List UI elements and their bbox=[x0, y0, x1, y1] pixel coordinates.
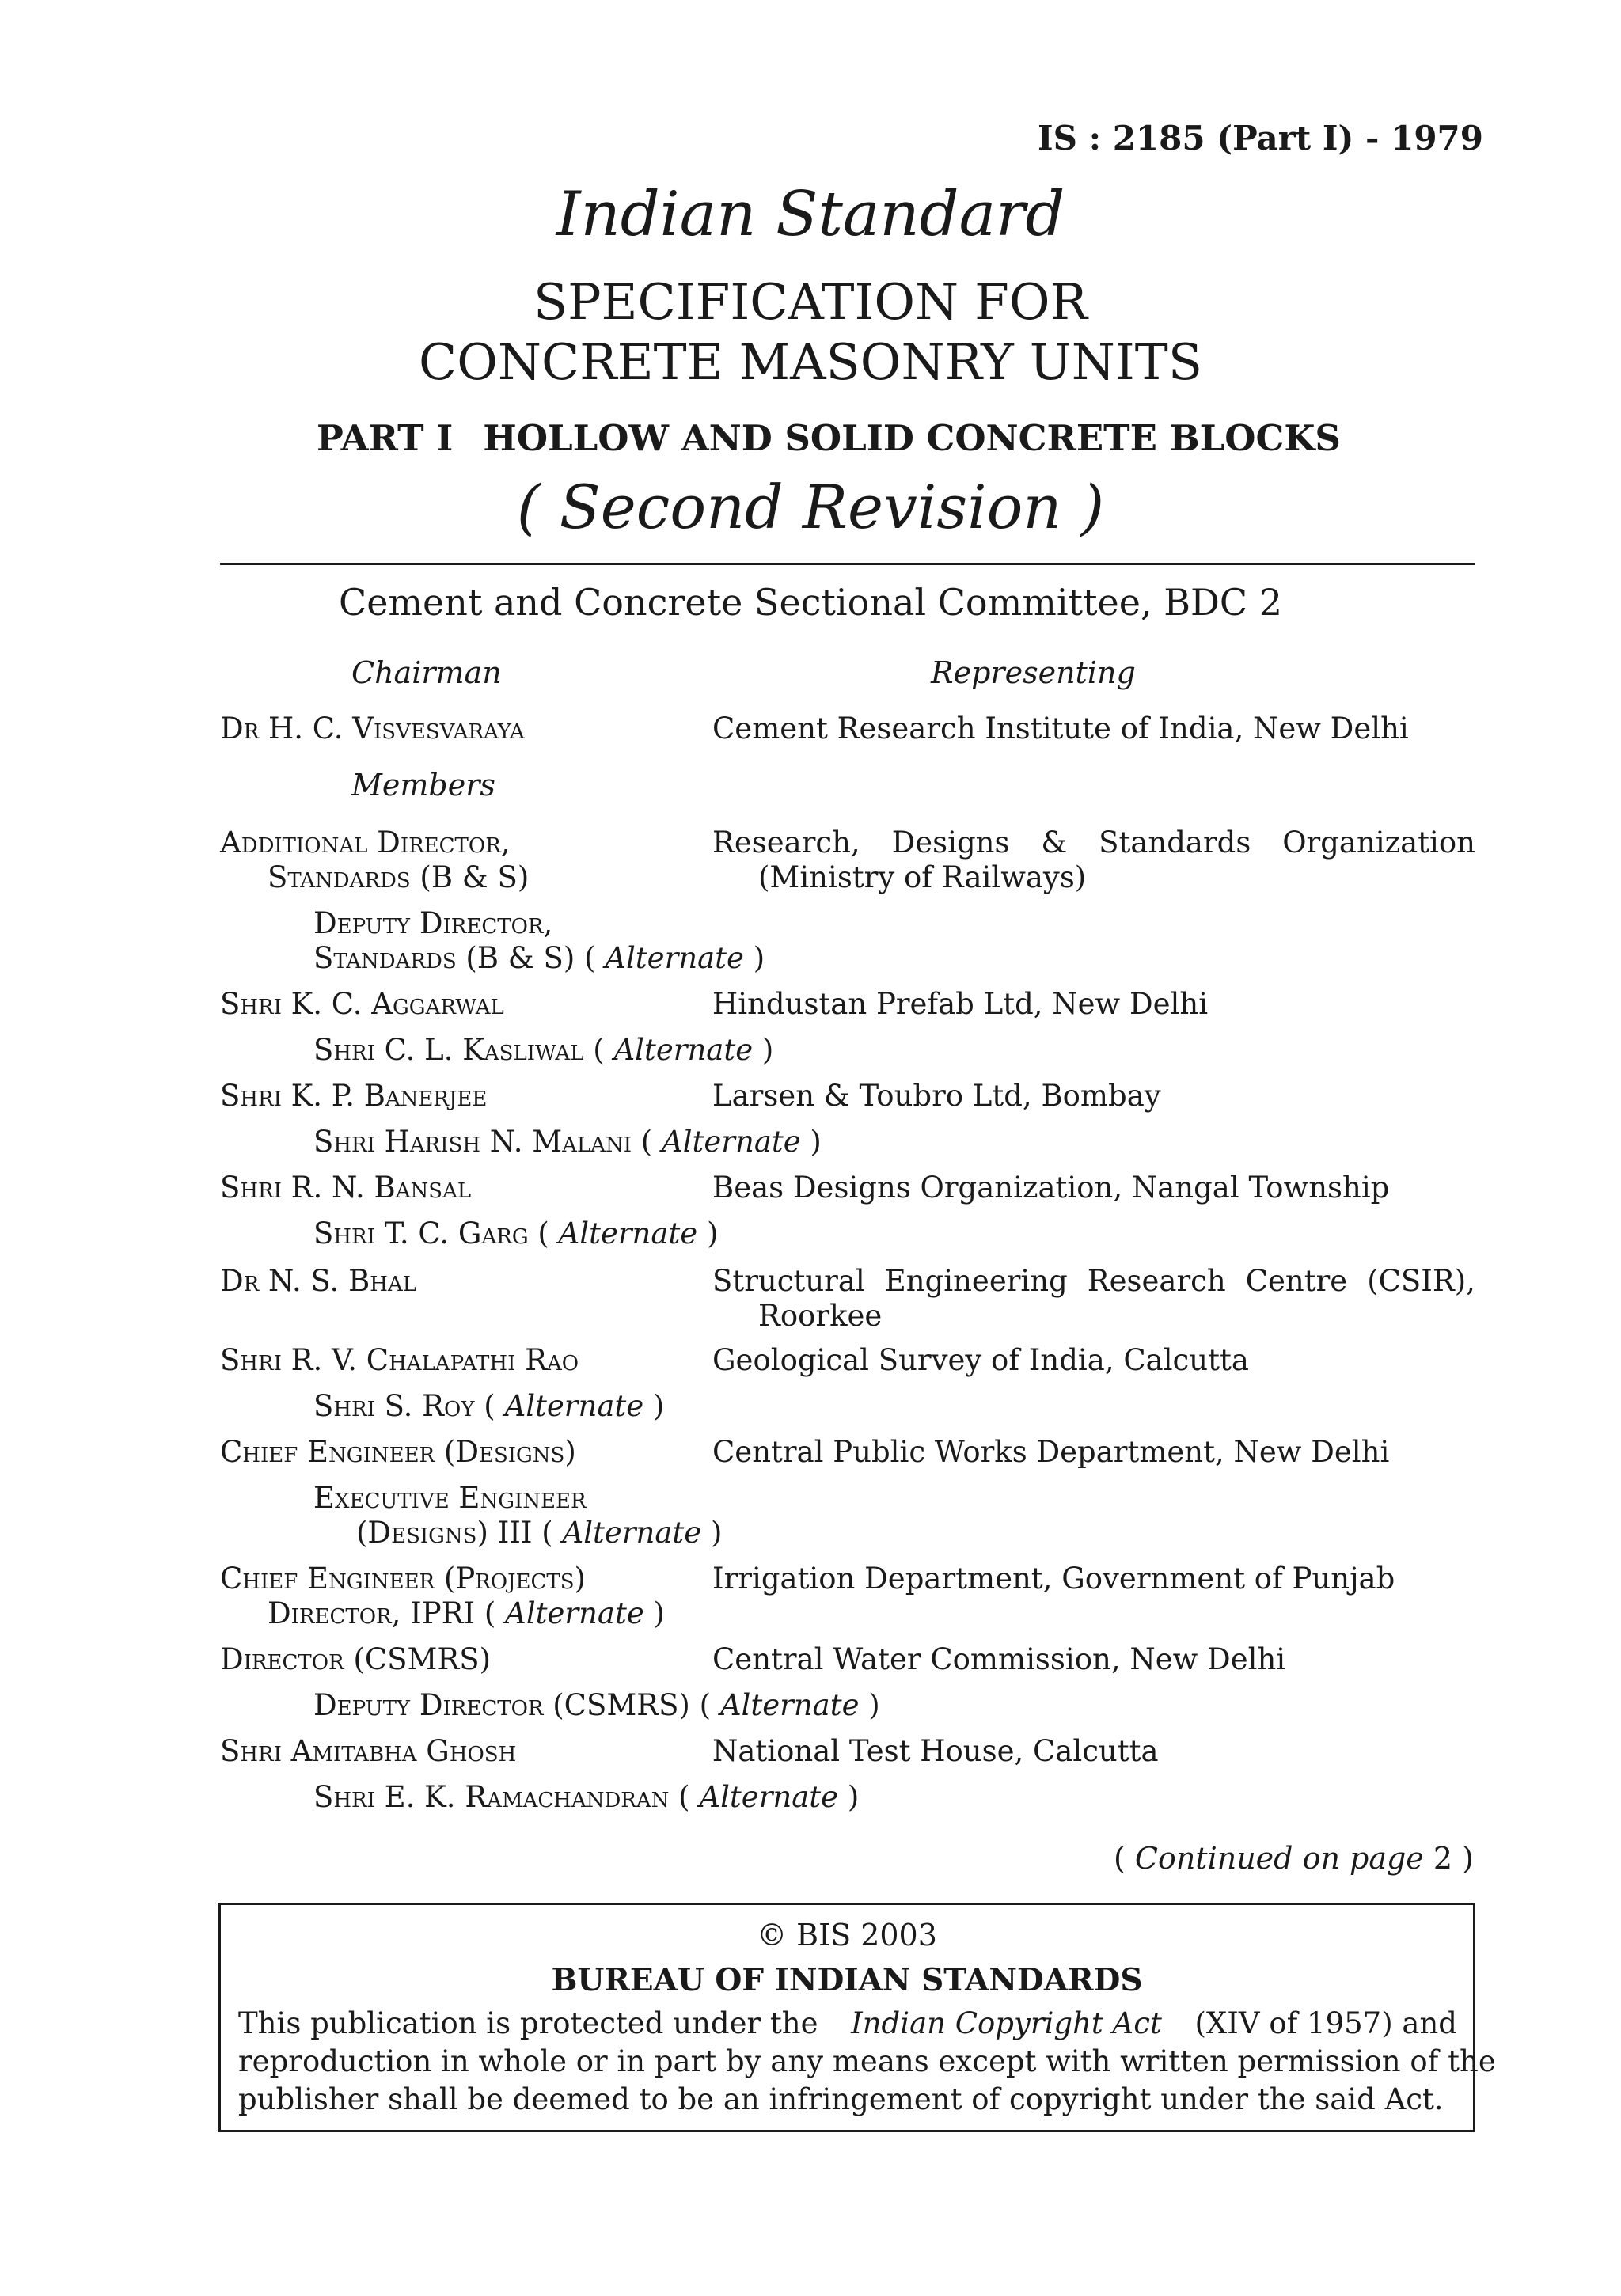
alternate-name: (Designs) III ( Alternate ) bbox=[356, 1516, 723, 1550]
notice-line: publisher shall be deemed to be an infringement of copyright under the said Act. bbox=[238, 2082, 1444, 2116]
member-name-cont: Standards (B & S) bbox=[268, 860, 530, 894]
alternate-name: Shri T. C. Garg ( Alternate ) bbox=[313, 1216, 719, 1250]
alternate-name: Deputy Director, bbox=[313, 906, 553, 940]
part-title-text: HOLLOW AND SOLID CONCRETE BLOCKS bbox=[483, 417, 1341, 459]
alternate-name: Standards (B & S) ( Alternate ) bbox=[313, 941, 765, 975]
committee-name: Cement and Concrete Sectional Committee, BDC 2 bbox=[339, 581, 1282, 624]
members-heading: Members bbox=[351, 768, 495, 803]
member-org: Beas Designs Organization, Nangal Township bbox=[712, 1171, 1390, 1205]
member-org: Larsen & Toubro Ltd, Bombay bbox=[712, 1079, 1161, 1113]
notice-line: This publication is protected under the Indian Copyright Act (XIV of 1957) and bbox=[238, 2006, 1457, 2040]
member-org: Research, Designs & Standards Organization bbox=[712, 825, 1475, 860]
alternate-name: Deputy Director (CSMRS) ( Alternate ) bbox=[313, 1688, 880, 1722]
notice-line: reproduction in whole or in part by any means except with written permission of the bbox=[238, 2044, 1496, 2078]
member-org: Cement Research Institute of India, New Delhi bbox=[712, 712, 1409, 746]
alternate-name: Shri S. Roy ( Alternate ) bbox=[313, 1389, 665, 1423]
part-label: PART I bbox=[317, 417, 454, 459]
alternate-name: Shri C. L. Kasliwal ( Alternate ) bbox=[313, 1033, 774, 1067]
member-name: Shri R. N. Bansal bbox=[220, 1171, 472, 1205]
revision-label: ( Second Revision ) bbox=[516, 472, 1105, 542]
member-org: Geological Survey of India, Calcutta bbox=[712, 1343, 1249, 1377]
copyright-notice bbox=[238, 2005, 1496, 2119]
member-org: Irrigation Department, Government of Punjab bbox=[712, 1562, 1395, 1596]
divider bbox=[220, 563, 1475, 565]
member-name: Chief Engineer (Projects) bbox=[220, 1562, 586, 1596]
standard-number: IS : 2185 (Part I) - 1979 bbox=[1037, 119, 1483, 157]
member-name: Chief Engineer (Designs) bbox=[220, 1435, 576, 1469]
member-name: Director (CSMRS) bbox=[220, 1642, 491, 1676]
continued-note: ( Continued on page 2 ) bbox=[1113, 1841, 1474, 1876]
member-org: Central Public Works Department, New Delhi bbox=[712, 1435, 1390, 1469]
representing-heading: Representing bbox=[931, 655, 1136, 690]
bureau-name: BUREAU OF INDIAN STANDARDS bbox=[551, 1962, 1143, 1998]
member-org: Structural Engineering Research Centre (CSIR), bbox=[712, 1264, 1475, 1298]
copyright-line: © BIS 2003 bbox=[757, 1918, 937, 1953]
title-indian-standard: Indian Standard bbox=[556, 179, 1065, 250]
title-line-2: CONCRETE MASONRY UNITS bbox=[419, 333, 1202, 391]
member-name: Additional Director, bbox=[220, 825, 511, 860]
copyright-box bbox=[218, 1903, 1496, 2132]
member-org: National Test House, Calcutta bbox=[712, 1734, 1159, 1768]
member-org: Central Water Commission, New Delhi bbox=[712, 1642, 1286, 1676]
alternate-name: Shri E. K. Ramachandran ( Alternate ) bbox=[313, 1780, 860, 1814]
member-name: Dr H. C. Visvesvaraya bbox=[220, 712, 525, 746]
member-name: Shri R. V. Chalapathi Rao bbox=[220, 1343, 579, 1377]
member-name: Dr N. S. Bhal bbox=[220, 1264, 416, 1298]
member-name: Shri K. C. Aggarwal bbox=[220, 987, 504, 1021]
title-line-1: SPECIFICATION FOR bbox=[533, 273, 1088, 331]
member-org: Hindustan Prefab Ltd, New Delhi bbox=[712, 987, 1209, 1021]
member-name: Shri Amitabha Ghosh bbox=[220, 1734, 517, 1768]
chairman-heading: Chairman bbox=[351, 655, 502, 690]
alternate-name: Shri Harish N. Malani ( Alternate ) bbox=[313, 1125, 822, 1159]
part-title bbox=[317, 417, 1341, 459]
member-org-cont: Roorkee bbox=[758, 1299, 883, 1333]
alternate-name: Executive Engineer bbox=[313, 1481, 587, 1515]
member-org-cont: (Ministry of Railways) bbox=[758, 860, 1087, 894]
alternate-name: Director, IPRI ( Alternate ) bbox=[268, 1596, 665, 1630]
member-name: Shri K. P. Banerjee bbox=[220, 1079, 488, 1113]
